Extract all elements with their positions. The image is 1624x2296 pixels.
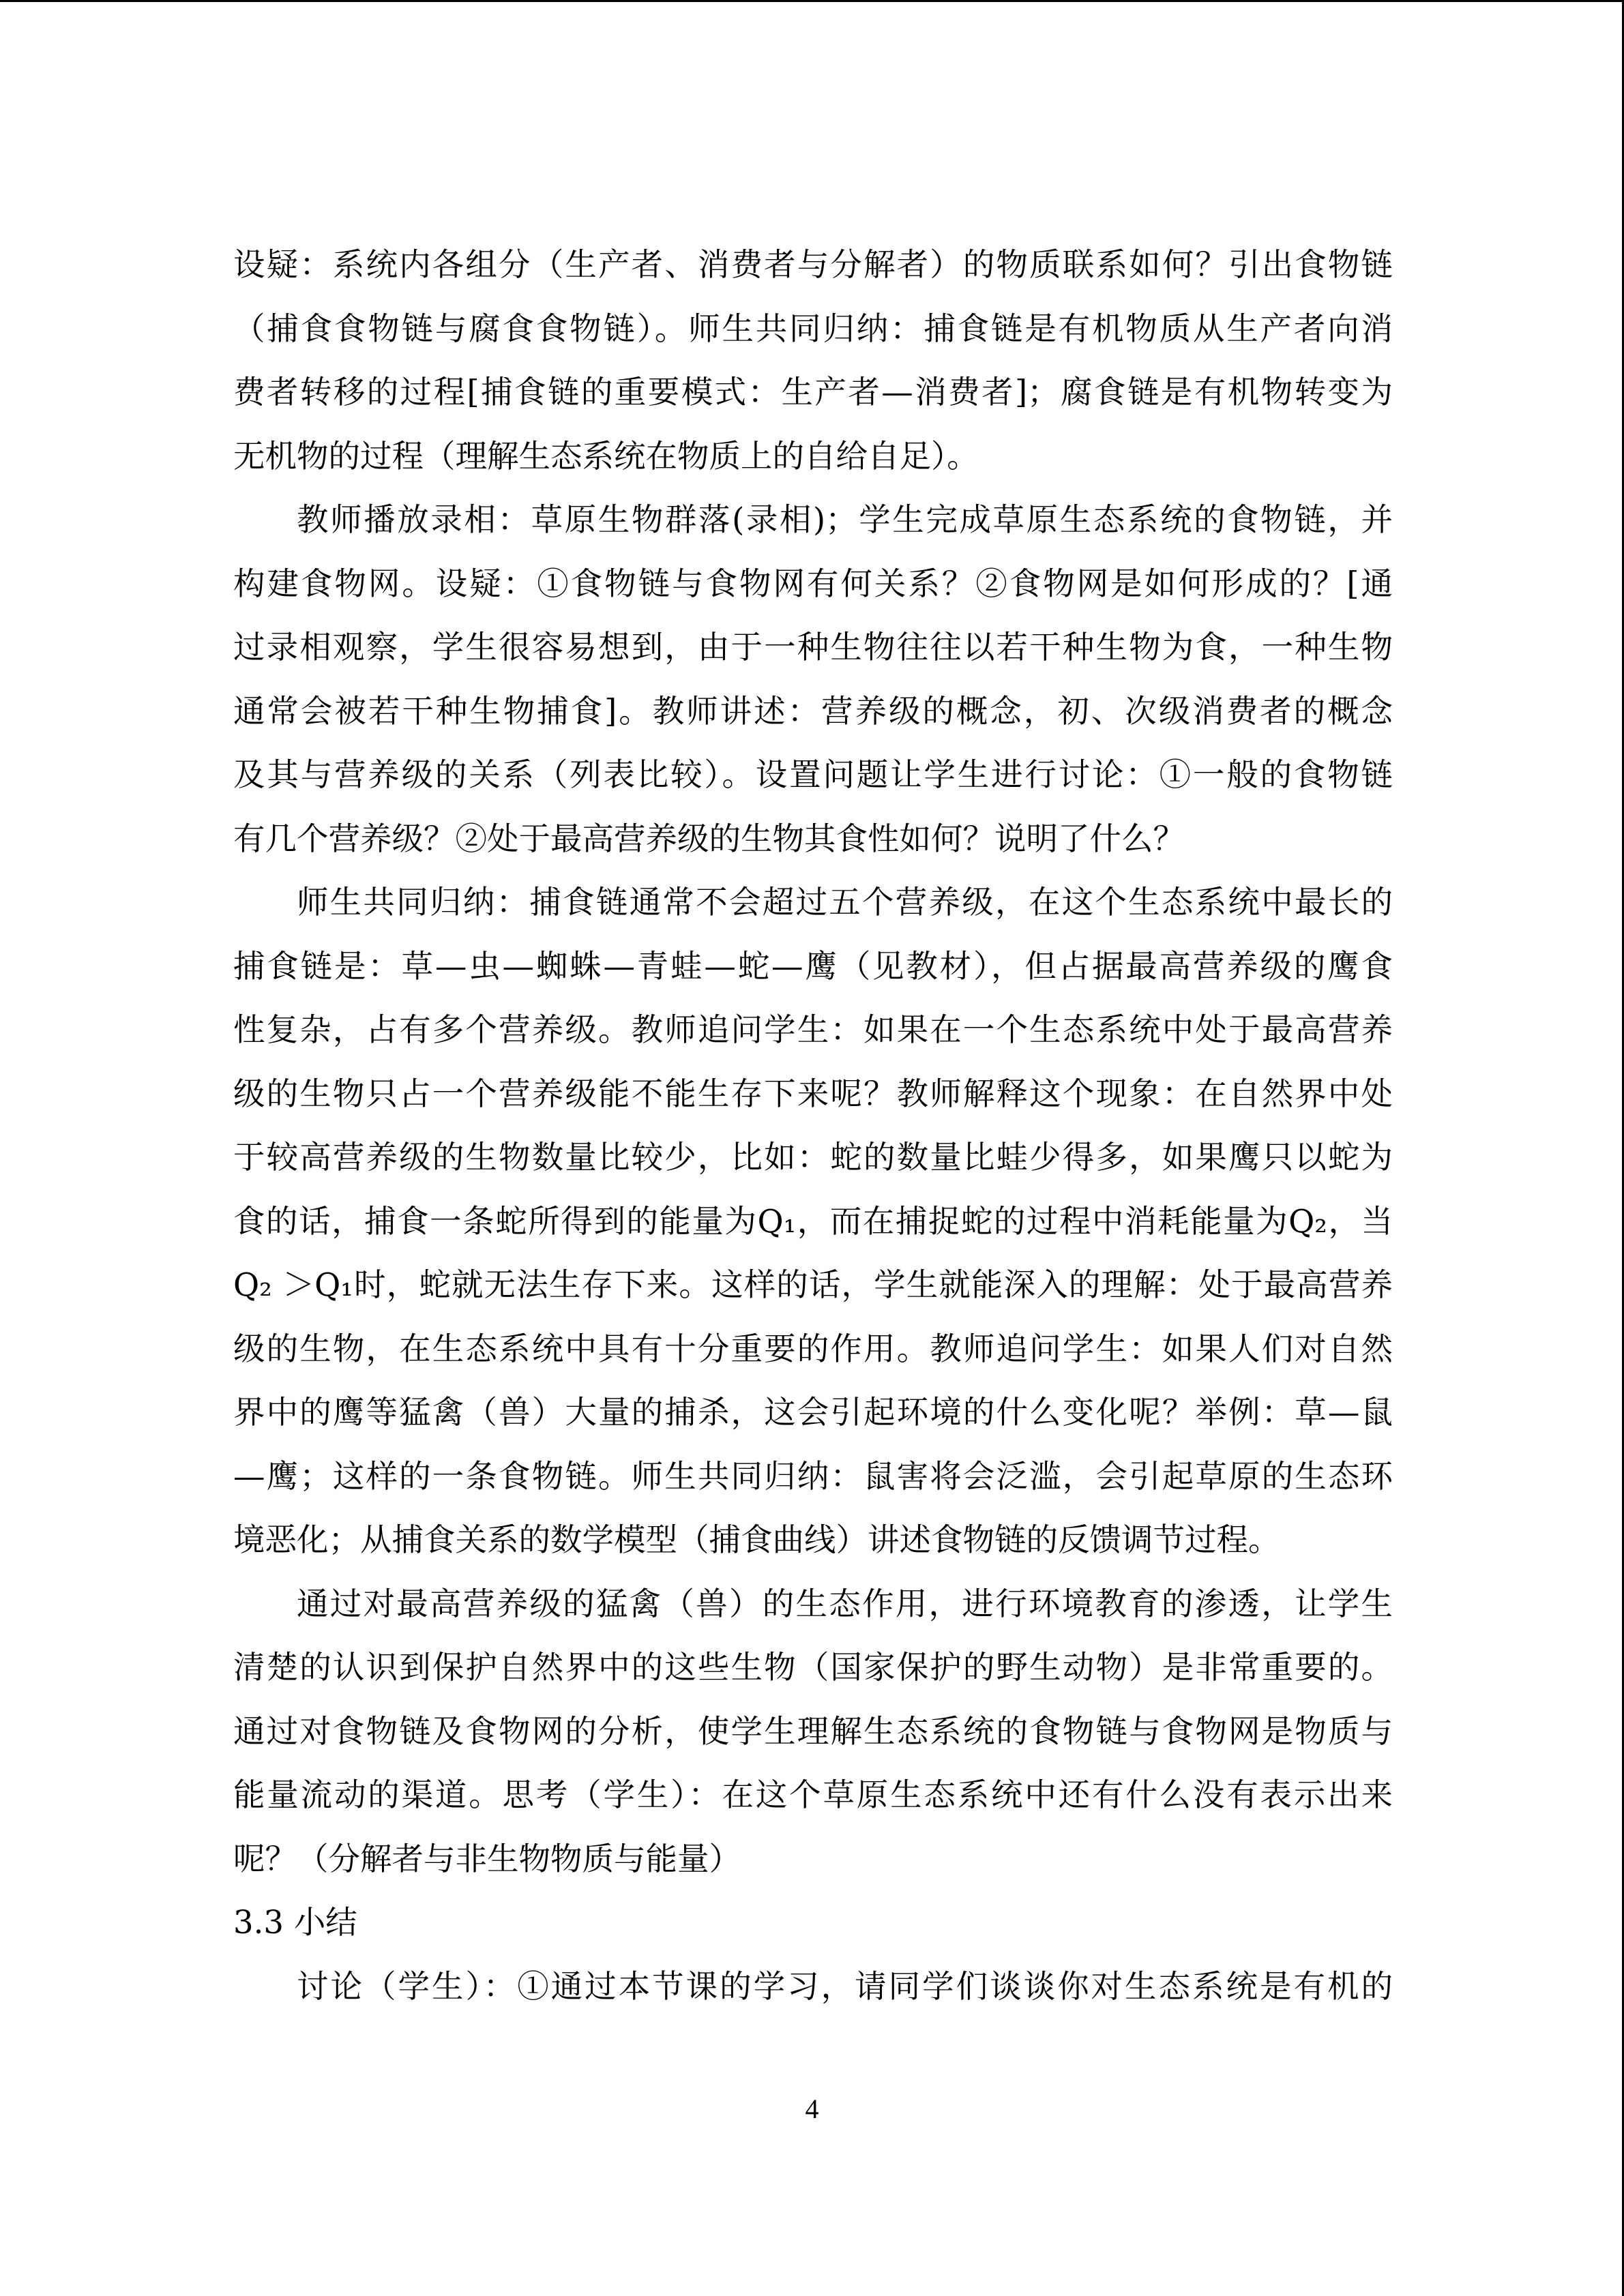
- text-line: 费者转移的过程[捕食链的重要模式：生产者—消费者]；腐食链是有机物转变为: [233, 374, 1393, 411]
- paragraph-trophic-levels: [233, 871, 1393, 1572]
- text-line: 捕食链是：草—虫—蜘蛛—青蛙—蛇—鹰（见教材），但占据最高营养级的鹰食: [233, 947, 1393, 985]
- text-line: 通常会被若干种生物捕食]。教师讲述：营养级的概念，初、次级消费者的概念: [233, 692, 1393, 730]
- text-line: 境恶化；从捕食关系的数学模型（捕食曲线）讲述食物链的反馈调节过程。: [233, 1521, 1280, 1558]
- text-line: 过录相观察，学生很容易想到，由于一种生物往往以若干种生物为食，一种生物: [233, 629, 1393, 666]
- text-line: 性复杂，占有多个营养级。教师追问学生：如果在一个生态系统中处于最高营养: [233, 1011, 1393, 1048]
- text-line: 无机物的过程（理解生态系统在物质上的自给自足）。: [233, 437, 979, 475]
- text-line: 教师播放录相：草原生物群落(录相)；学生完成草原生态系统的食物链，并: [297, 501, 1393, 538]
- text-line: 构建食物网。设疑：①食物链与食物网有何关系？②食物网是如何形成的？[通: [233, 565, 1393, 602]
- text-line: 能量流动的渠道。思考（学生）：在这个草原生态系统中还有什么没有表示出来: [233, 1776, 1393, 1813]
- text-line: 通过对最高营养级的猛禽（兽）的生态作用，进行环境教育的渗透，让学生: [297, 1585, 1393, 1622]
- text-line: 于较高营养级的生物数量比较少，比如：蛇的数量比蛙少得多，如果鹰只以蛇为: [233, 1139, 1393, 1176]
- text-line: —鹰；这样的一条食物链。师生共同归纳：鼠害将会泛滥，会引起草原的生态环: [233, 1457, 1393, 1495]
- text-line: 呢？（分解者与非生物物质与能量）: [233, 1840, 741, 1877]
- page-number: 4: [805, 2093, 819, 2124]
- text-line: 有几个营养级？②处于最高营养级的生物其食性如何？说明了什么？: [233, 820, 1185, 857]
- text-line: 级的生物，在生态系统中具有十分重要的作用。教师追问学生：如果人们对自然: [233, 1330, 1393, 1367]
- text-line: 设疑：系统内各组分（生产者、消费者与分解者）的物质联系如何？引出食物链: [233, 246, 1393, 283]
- text-line: 界中的鹰等猛禽（兽）大量的捕杀，这会引起环境的什么变化呢？举例：草—鼠: [233, 1394, 1393, 1431]
- section-heading: 3.3 小结: [233, 1904, 357, 1941]
- paragraph-environmental-education: [233, 1572, 1393, 1892]
- text-line: Q₂ ＞Q₁时，蛇就无法生存下来。这样的话，学生就能深入的理解：处于最高营养: [233, 1266, 1393, 1303]
- text-line: （捕食食物链与腐食食物链）。师生共同归纳：捕食链是有机物质从生产者向消: [233, 310, 1393, 347]
- paragraph-food-chain-question: [233, 233, 1393, 488]
- text-line: 通过对食物链及食物网的分析，使学生理解生态系统的食物链与食物网是物质与: [233, 1712, 1393, 1750]
- text-line: 级的生物只占一个营养级能不能生存下来呢？教师解释这个现象：在自然界中处: [233, 1075, 1393, 1112]
- document-page: [233, 233, 1393, 2018]
- paragraph-video-food-web: [233, 488, 1393, 871]
- page-edge-top: [0, 0, 1624, 2]
- text-line: 师生共同归纳：捕食链通常不会超过五个营养级，在这个生态系统中最长的: [297, 884, 1393, 921]
- text-line: 食的话，捕食一条蛇所得到的能量为Q₁，而在捕捉蛇的过程中消耗能量为Q₂，当: [233, 1202, 1393, 1240]
- paragraph-summary-discussion: [233, 1955, 1393, 2019]
- text-line: 及其与营养级的关系（列表比较）。设置问题让学生进行讨论：①一般的食物链: [233, 756, 1393, 793]
- text-line: 讨论（学生）：①通过本节课的学习，请同学们谈谈你对生态系统是有机的: [297, 1967, 1393, 2005]
- text-line: 清楚的认识到保护自然界中的这些生物（国家保护的野生动物）是非常重要的。: [233, 1649, 1393, 1686]
